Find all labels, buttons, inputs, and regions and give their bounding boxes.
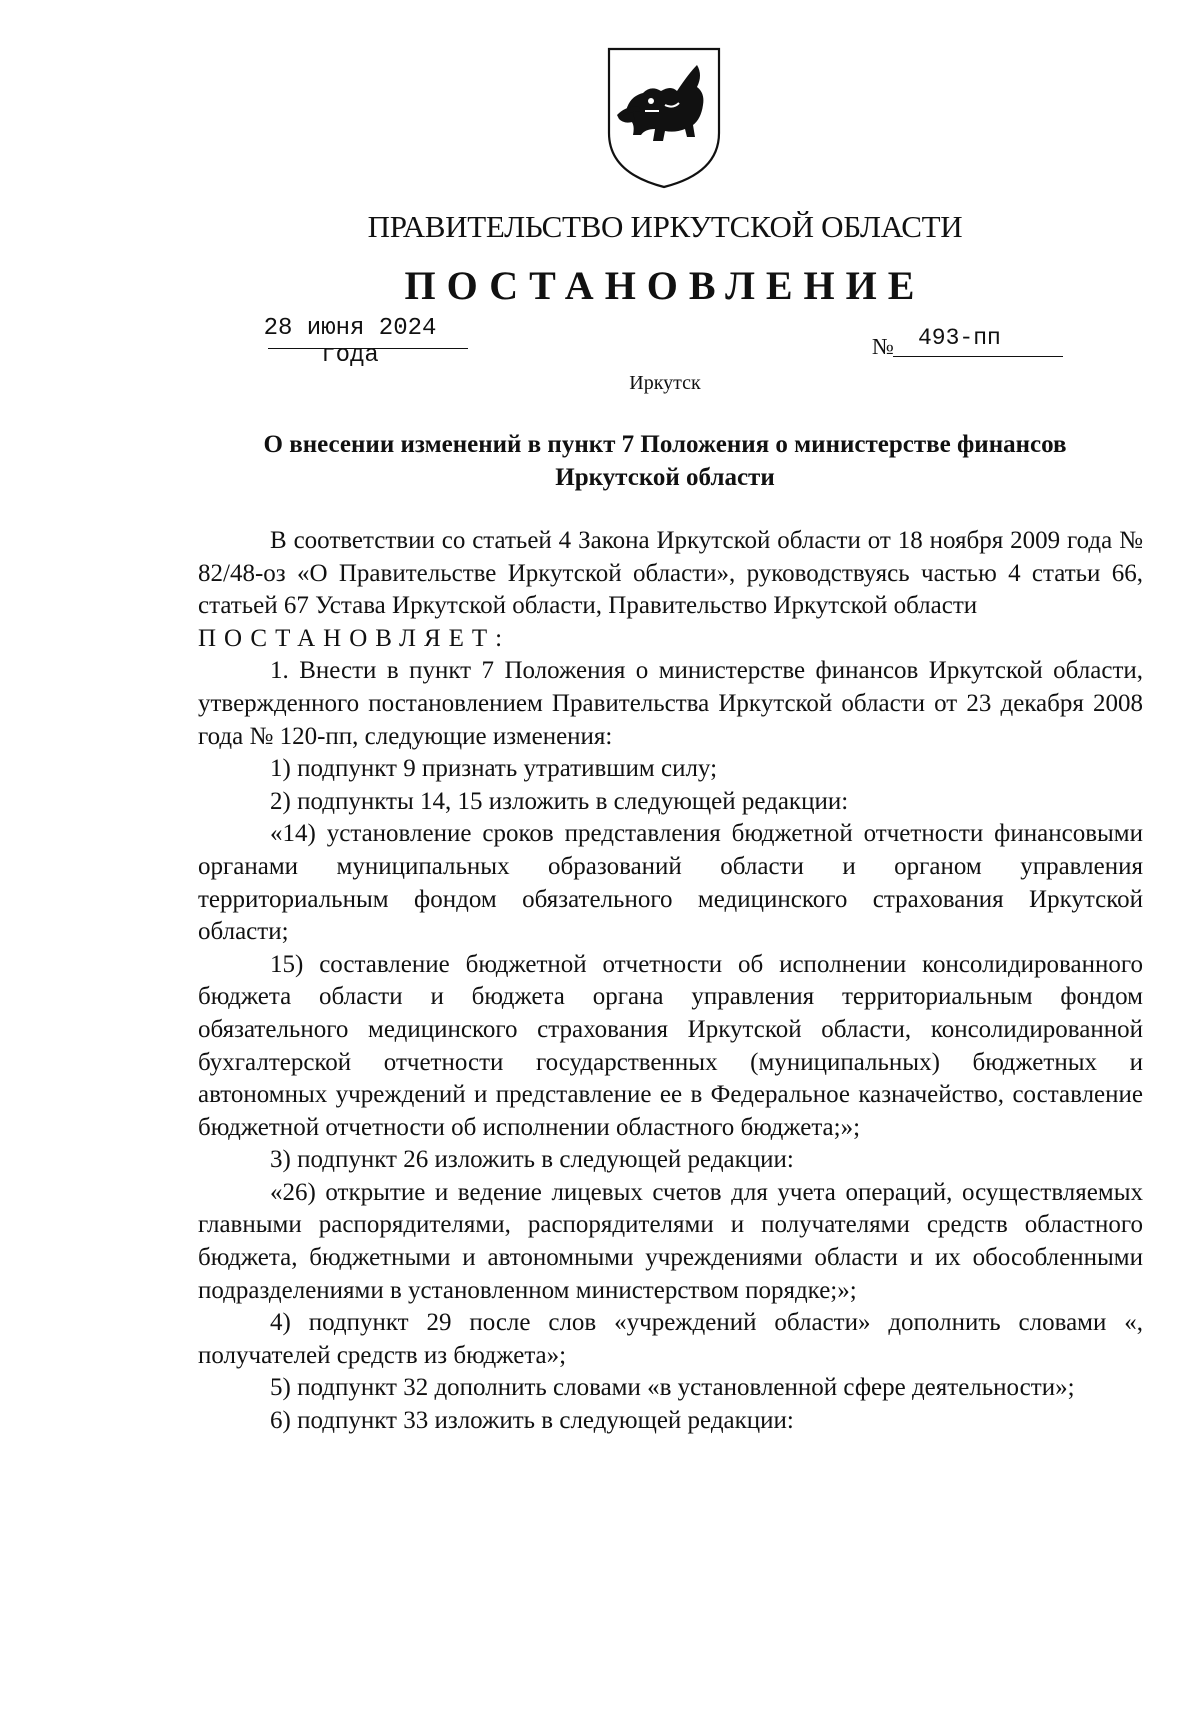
body-paragraph: 2) подпункты 14, 15 изложить в следующей редакции:: [270, 787, 849, 815]
document-body: [198, 525, 1143, 1438]
body-paragraph: 6) подпункт 33 изложить в следующей редакции:: [270, 1407, 794, 1435]
body-paragraph: 5) подпункт 32 дополнить словами «в установленной сфере деятельности»;: [270, 1374, 1075, 1402]
coat-of-arms-icon: [605, 45, 723, 190]
body-paragraph: «26) открытие и ведение лицевых счетов для учета операций, осуществляемых главными распорядителями, распорядителями и получателями средств областного бюджета, бюджетными и автономными учреждениями области и их обособленными подразделениями в установленном министерством порядке;»;: [198, 1178, 1143, 1304]
document-city: Иркутск: [629, 372, 701, 394]
date-underline: [268, 348, 468, 349]
body-paragraph: «14) установление сроков представления бюджетной отчетности финансовыми органами муниципальных образований области и органом управления территориальным фондом обязательного медицинского страхования Иркутской области;: [198, 820, 1143, 946]
number-sign: №: [872, 334, 894, 359]
body-paragraph: 15) составление бюджетной отчетности об исполнении консолидированного бюджета области и бюджета органа управления территориальным фондом обязательного медицинского страхования Иркутской области, консолидированной бухгалтерской отчетности государственных (муниципальных) бюджетных и автономных учреждений и представление ее в Федеральное казначейство, составление бюджетной отчетности об исполнении областного бюджета;»;: [198, 950, 1143, 1141]
body-paragraph: 1) подпункт 9 признать утратившим силу;: [270, 755, 718, 783]
document-type: ПОСТАНОВЛЕНИЕ: [404, 263, 926, 308]
document-date: 28 июня 2024 года: [263, 315, 437, 369]
body-paragraph: 3) подпункт 26 изложить в следующей редакции:: [270, 1146, 794, 1174]
preamble-paragraph: В соответствии со статьей 4 Закона Иркутской области от 18 ноября 2009 года № 82/48-оз «О Правительстве Иркутской области», руководствуясь частью 4 статьи 66, статьей 67 Устава Иркутской области, Правительство Иркутской области: [198, 527, 1143, 620]
number-underline: [893, 356, 1063, 357]
government-name: ПРАВИТЕЛЬСТВО ИРКУТСКОЙ ОБЛАСТИ: [367, 209, 963, 244]
body-paragraph: 4) подпункт 29 после слов «учреждений области» дополнить словами «, получателей средств из бюджета»;: [198, 1309, 1143, 1369]
coat-of-arms-svg: [605, 45, 723, 190]
body-paragraph: 1. Внести в пункт 7 Положения о министерстве финансов Иркутской области, утвержденного постановлением Правительства Иркутской области от 23 декабря 2008 года № 120-пп, следующие изменения:: [198, 657, 1143, 750]
document-number: 493-пп: [918, 325, 1001, 351]
resolve-heading: ПОСТАНОВЛЯЕТ:: [198, 624, 511, 652]
document-title: О внесении изменений в пункт 7 Положения о министерстве финансов Иркутской области: [263, 431, 1067, 491]
